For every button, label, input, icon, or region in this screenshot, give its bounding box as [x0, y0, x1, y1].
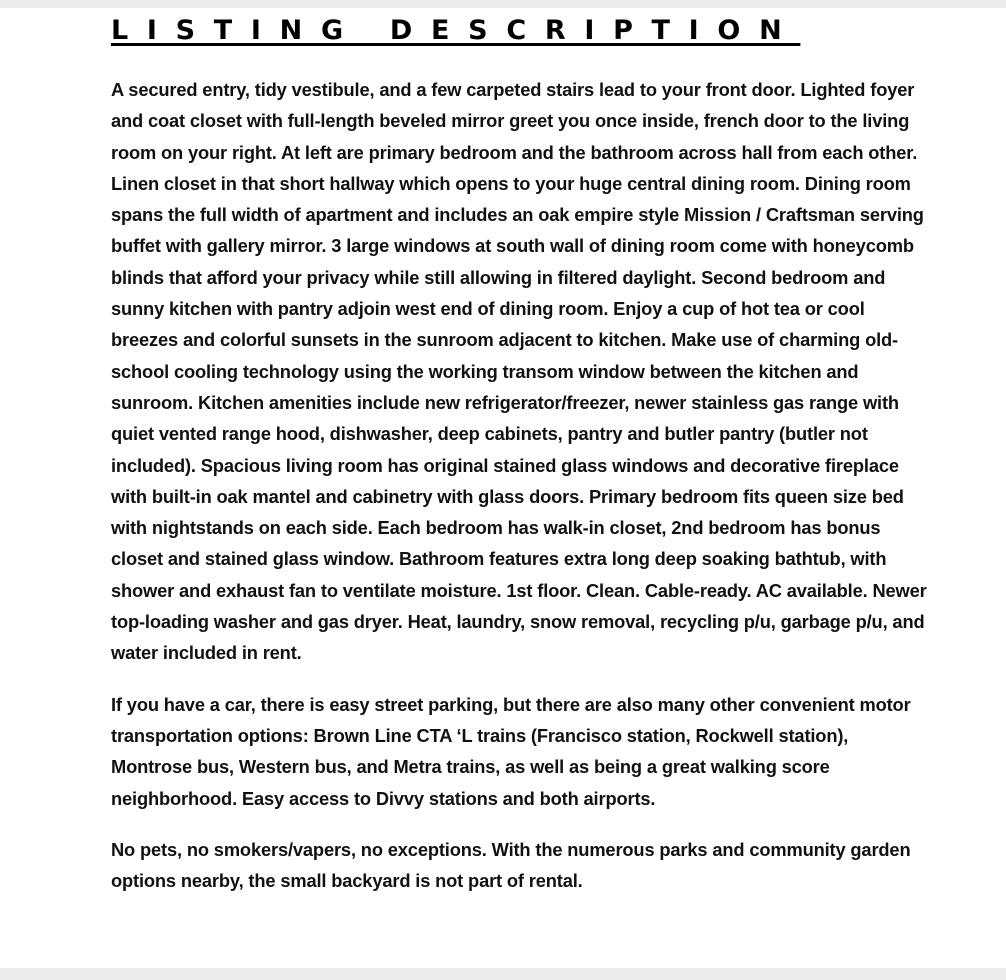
description-paragraph-3: No pets, no smokers/vapers, no exceptions. With the numerous parks and community garden options nearby, the small backyard is not part of rental. [111, 838, 911, 892]
listing-description-section [111, 12, 931, 896]
description-paragraph-2: If you have a car, there is easy street parking, but there are also many other convenient motor transportation options: Brown Line CTA ‘L trains (Francisco station, Rockwell station), Montrose bus, Western bus, and Metra trains, as well as being a great walking score neighborhood. Easy access to Divvy stations and both airports. [111, 693, 911, 809]
top-border-strip [0, 0, 1006, 8]
description-paragraph-1: A secured entry, tidy vestibule, and a few carpeted stairs lead to your front door. Lighted foyer and coat closet with full-length beveled mirror greet you once inside, french door to the living room on your right. At left are primary bedroom and the bathroom across hall from each other. Linen closet in that short hallway which opens to your huge central dining room. Dining room spans the full width of apartment and includes an oak empire style Mission / Craftsman serving buffet with gallery mirror. 3 large windows at south wall of dining room come with honeycomb blinds that afford your privacy while still allowing in filtered daylight. Second bedroom and sunny kitchen with pantry adjoin west end of dining room. Enjoy a cup of hot tea or cool breezes and colorful sunsets in the sunroom adjacent to kitchen. Make use of charming old-school cooling technology using the working transom window between the kitchen and sunroom. Kitchen amenities include new refrigerator/freezer, newer stainless gas range with quiet vented range hood, dishwasher, deep cabinets, pantry and butler pantry (butler not included). Spacious living room has original stained glass windows and decorative fireplace with built-in oak mantel and cabinetry with glass doors. Primary bedroom fits queen size bed with nightstands on each side. Each bedroom has walk-in closet, 2nd bedroom has bonus closet and stained glass window. Bathroom features extra long deep soaking bathtub, with shower and exhaust fan to ventilate moisture. 1st floor. Clean. Cable-ready. AC available. Newer top-loading washer and gas dryer. Heat, laundry, snow removal, recycling p/u, garbage p/u, and water included in rent. [111, 79, 927, 664]
bottom-border-strip [0, 968, 1006, 980]
section-heading: LISTING DESCRIPTION [111, 15, 801, 46]
